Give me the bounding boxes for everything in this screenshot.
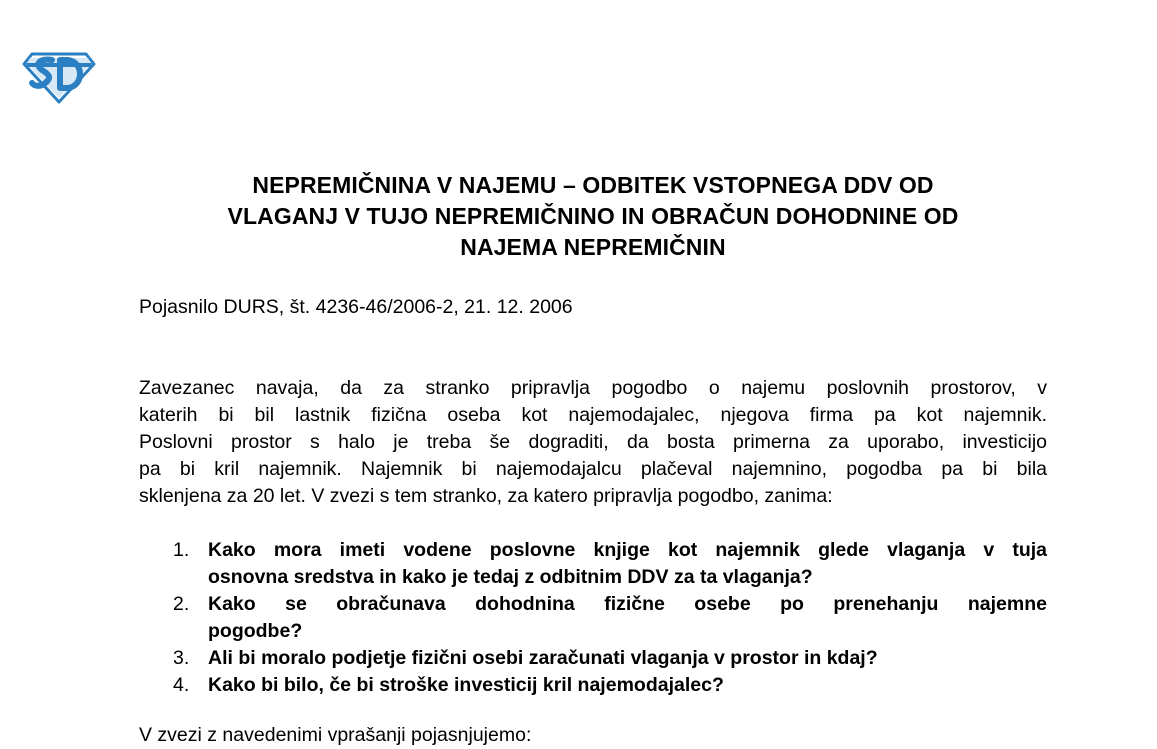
source-reference: Pojasnilo DURS, št. 4236-46/2006-2, 21. 12. 2006 xyxy=(139,296,573,318)
title-line: VLAGANJ V TUJO NEPREMIČNINO IN OBRAČUN DOHODNINE OD xyxy=(227,203,959,229)
intro-line: Poslovni prostor s halo je treba še dograditi, da bosta primerna za uporabo, investicijo xyxy=(139,431,1047,453)
list-item-number: 3. xyxy=(173,647,190,669)
list-item-number: 4. xyxy=(173,674,190,696)
intro-line: katerih bi bil lastnik fizična oseba kot najemodajalec, njegova firma pa kot najemnik. xyxy=(139,404,1047,426)
list-item xyxy=(140,537,1047,591)
list-item-line: Ali bi moralo podjetje fizični osebi zaračunati vlaganja v prostor in kdaj? xyxy=(208,647,878,669)
response-intro: V zvezi z navedenimi vprašanji pojasnjujemo: xyxy=(139,724,532,746)
list-item-line: Kako se obračunava dohodnina fizične osebe po prenehanju najemne xyxy=(208,593,1047,615)
list-item-line: osnovna sredstva in kako je tedaj z odbitnim DDV za ta vlaganja? xyxy=(208,566,813,588)
list-item xyxy=(140,591,1047,645)
list-item-line: Kako bi bilo, če bi stroške investicij kril najemodajalec? xyxy=(208,674,724,696)
sd-logo-icon xyxy=(22,46,96,104)
list-item xyxy=(140,672,1047,699)
list-item xyxy=(140,645,1047,672)
questions-list xyxy=(140,537,1047,699)
intro-line: sklenjena za 20 let. V zvezi s tem stranko, za katero pripravlja pogodbo, zanima: xyxy=(139,485,833,507)
title-line: NAJEMA NEPREMIČNIN xyxy=(460,234,726,260)
intro-paragraph xyxy=(139,375,1047,510)
list-item-line: Kako mora imeti vodene poslovne knjige kot najemnik glede vlaganja v tuja xyxy=(208,539,1047,561)
intro-line: Zavezanec navaja, da za stranko pripravlja pogodbo o najemu poslovnih prostorov, v xyxy=(139,377,1047,399)
list-item-number: 2. xyxy=(173,593,190,615)
list-item-number: 1. xyxy=(173,539,190,561)
intro-line: pa bi kril najemnik. Najemnik bi najemodajalcu plačeval najemnino, pogodba pa bi bila xyxy=(139,458,1047,480)
document-title xyxy=(140,170,1046,263)
list-item-line: pogodbe? xyxy=(208,620,303,642)
title-line: NEPREMIČNINA V NAJEMU – ODBITEK VSTOPNEGA DDV OD xyxy=(252,172,934,198)
